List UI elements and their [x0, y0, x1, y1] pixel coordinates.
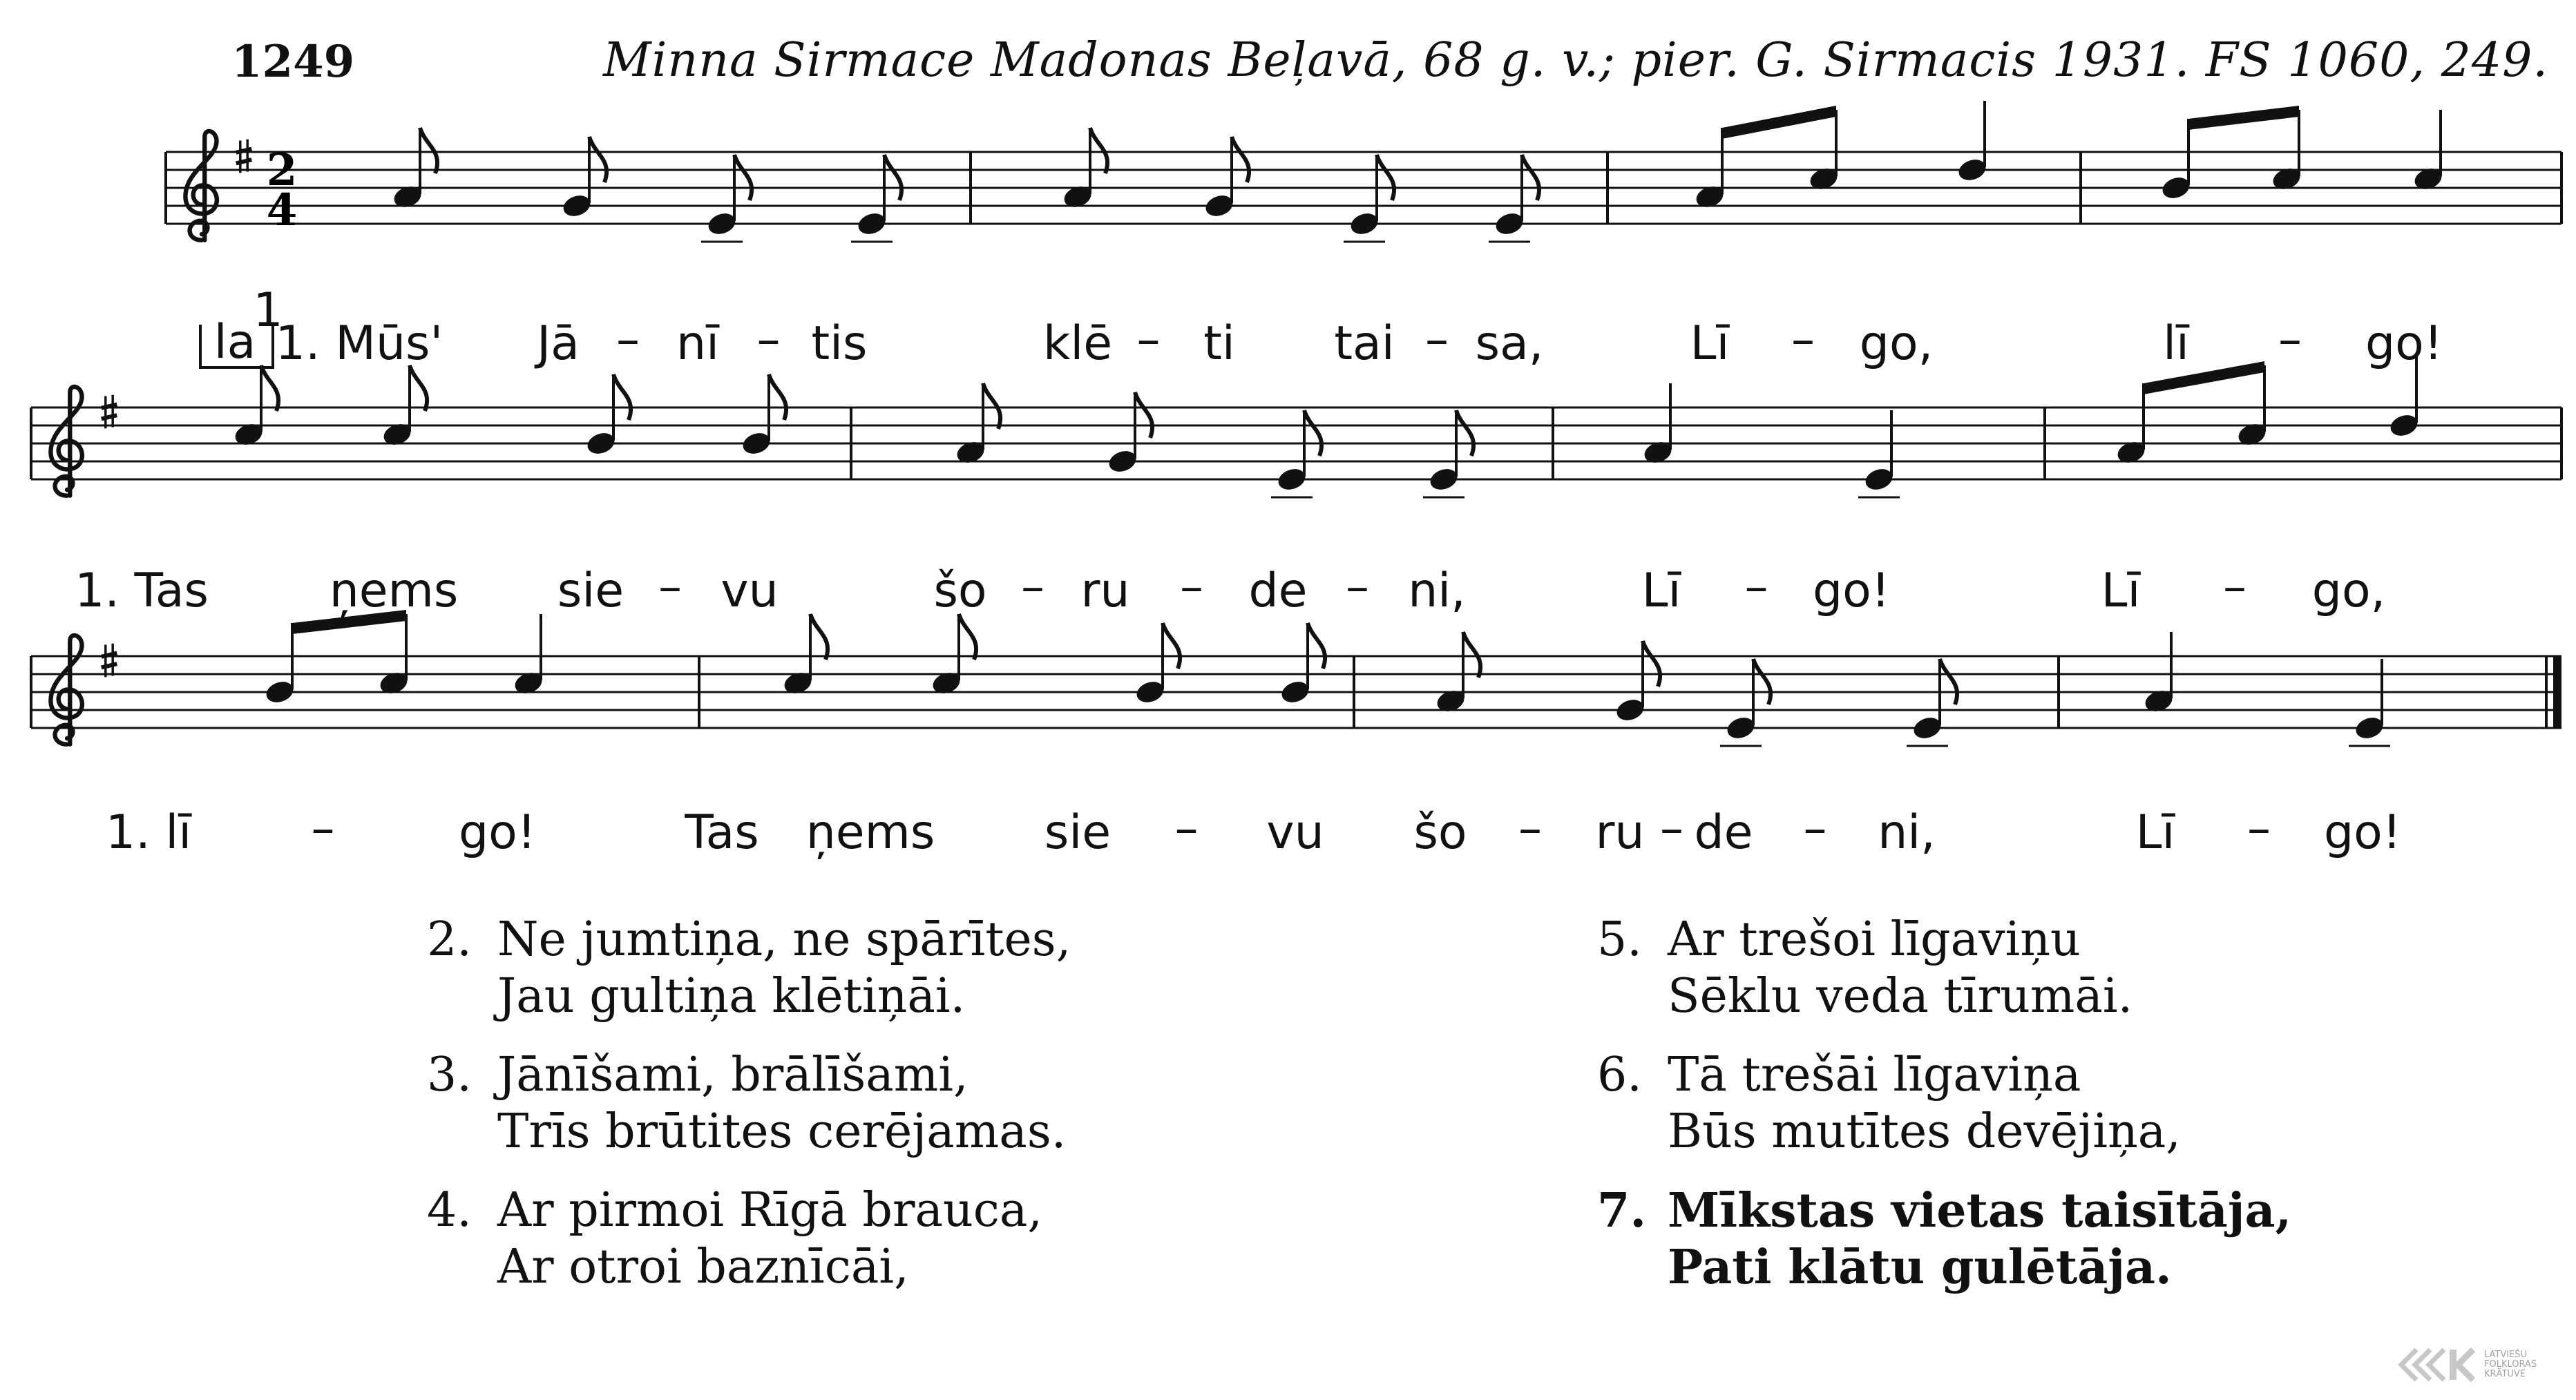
eighth-note: [1489, 155, 1539, 242]
lyric-syllable: sie: [1044, 805, 1112, 860]
lyric-syllable: tai: [1334, 316, 1395, 371]
lyric-syllable: go!: [2365, 316, 2443, 371]
lyric-hyphen: –: [311, 801, 335, 856]
lyric-syllable: sie: [557, 564, 624, 618]
lyric-hyphen: –: [1346, 559, 1369, 614]
verse-stanza: [1597, 1182, 2291, 1296]
final-barline: [2553, 656, 2561, 728]
eighth-flag: [1377, 155, 1394, 200]
verse-stanza: [1597, 1047, 2291, 1160]
verse-line: Mīkstas vietas taisītāja,: [1668, 1183, 2292, 1238]
eighth-flag: [261, 365, 278, 411]
lyric-syllable: tis: [811, 316, 868, 371]
sharp-icon: [236, 140, 252, 173]
verse-number: 2.: [427, 912, 472, 967]
verse-number: 3.: [427, 1048, 472, 1102]
lyric-syllable: go!: [1812, 564, 1891, 618]
lyric-syllable: ni,: [1408, 564, 1466, 618]
eighth-flag: [1643, 641, 1660, 687]
start-marker: [200, 283, 283, 370]
lyric-hyphen: –: [2278, 312, 2302, 367]
lyric-syllable: Lī: [2101, 564, 2141, 618]
sharp-icon: [102, 395, 117, 429]
lyric-syllable: šo: [933, 564, 987, 618]
eighth-flag: [1940, 659, 1957, 704]
time-signature-bottom: 4: [266, 184, 298, 236]
eighth-note: [1203, 137, 1249, 220]
eighth-flag: [410, 365, 427, 411]
start-marker-label: la: [213, 315, 256, 370]
verse-line: Jau gultiņa klētiņāi.: [497, 969, 966, 1024]
lyric-hyphen: –: [1744, 559, 1768, 614]
verse-line: Būs mutītes devējiņa,: [1668, 1104, 2181, 1159]
verse-line: Jānīšami, brālīšami,: [497, 1048, 969, 1102]
verse-number: 5.: [1597, 912, 1642, 967]
note-beam: [2188, 106, 2299, 130]
verse-line: Ar otroi baznīcāi,: [497, 1240, 909, 1294]
eighth-note: [701, 155, 752, 242]
eighth-flag: [1304, 410, 1322, 456]
lyric-syllable: go,: [1859, 316, 1934, 371]
start-marker-sup: 1: [253, 283, 283, 338]
lyric-syllable: nī: [676, 316, 719, 371]
eighth-note: [560, 137, 607, 220]
eighth-flag: [734, 155, 752, 200]
verse-line: Sēklu veda tīrumāi.: [1668, 969, 2133, 1024]
eighth-flag: [1522, 155, 1539, 200]
verse-number: 6.: [1597, 1048, 1642, 1102]
eighth-note: [851, 155, 901, 242]
quarter-note: [1956, 101, 1988, 184]
watermark-text: LATVIEŠU FOLKLORAS KRĀTUVE: [2484, 1350, 2537, 1379]
eighth-flag: [983, 383, 1000, 429]
eighth-flag: [810, 614, 828, 660]
lyric-syllable: go,: [2311, 564, 2386, 618]
lyric-syllable: Tas: [685, 805, 759, 860]
source-attribution: Minna Sirmace Madonas Beļavā, 68 g. v.; pier. G. Sirmacis 1931. FS 1060, 249.: [603, 33, 2548, 88]
eighth-note: [1344, 155, 1394, 242]
eighth-note: [1271, 410, 1322, 497]
eighth-flag: [1090, 128, 1107, 173]
lyric-hyphen: –: [1180, 559, 1203, 614]
eighth-flag: [420, 128, 437, 173]
lyric-hyphen: –: [1518, 801, 1542, 856]
beamed-eighth-note: [263, 623, 296, 706]
verse-line: Trīs brūtites cerējamas.: [497, 1104, 1067, 1159]
eighth-flag: [769, 374, 786, 420]
lyric-syllable: ru: [1595, 805, 1645, 860]
lyric-hyphen: –: [1425, 312, 1449, 367]
eighth-flag: [959, 614, 976, 660]
lyric-syllable: ņems: [329, 564, 459, 618]
eighth-note: [1134, 623, 1180, 706]
verse-line: Tā trešāi līgaviņa: [1668, 1048, 2081, 1102]
lyric-syllable: vu: [1266, 805, 1324, 860]
eighth-flag: [1232, 137, 1249, 182]
eighth-flag: [884, 155, 901, 200]
lyric-syllable: Lī: [1690, 316, 1730, 371]
note-beam: [2144, 361, 2264, 394]
eighth-flag: [1456, 410, 1473, 456]
lyric-hyphen: –: [616, 312, 640, 367]
verse-line: Ar pirmoi Rīgā brauca,: [497, 1183, 1043, 1238]
note-beam: [1722, 106, 1836, 139]
lyric-syllable: ti: [1203, 316, 1235, 371]
archive-watermark: [2396, 1345, 2537, 1384]
lyric-hyphen: –: [756, 312, 781, 367]
lyric-hyphen: –: [1021, 559, 1044, 614]
lyric-syllable: ņems: [805, 805, 935, 860]
eighth-note: [584, 374, 631, 457]
eighth-flag: [1135, 392, 1152, 438]
quarter-note: [2349, 659, 2390, 746]
time-signature-top: 2: [266, 144, 298, 196]
verse-stanza: [427, 1047, 1071, 1160]
lyric-hyphen: –: [1803, 801, 1827, 856]
lyric-syllable: de: [1248, 564, 1308, 618]
verse-stanza: [427, 912, 1071, 1025]
time-signature: [267, 144, 298, 236]
lyric-syllable: ru: [1080, 564, 1130, 618]
lyric-hyphen: –: [658, 559, 682, 614]
eighth-flag: [1753, 659, 1771, 704]
sharp-icon: [102, 644, 117, 678]
lyric-syllable: vu: [721, 564, 779, 618]
lyric-syllable: sa,: [1475, 316, 1544, 371]
eighth-note: [1907, 659, 1957, 746]
lyric-syllable: Lī: [1641, 564, 1681, 618]
verses-right-column: [1597, 912, 2291, 1318]
lyric-hyphen: –: [2223, 559, 2246, 614]
eighth-flag: [1308, 623, 1325, 669]
lyric-hyphen: –: [1791, 312, 1815, 367]
eighth-note: [1614, 641, 1660, 724]
lyric-syllable: 1. Tas: [75, 564, 209, 618]
lyric-syllable: Lī: [2135, 805, 2175, 860]
lyric-syllable: klē: [1042, 316, 1113, 371]
lyric-syllable: Jā: [537, 316, 580, 371]
lfk-logo-icon: [2396, 1345, 2477, 1384]
lyric-hyphen: –: [1136, 312, 1161, 367]
quarter-note: [1858, 410, 1900, 497]
lyric-syllable: lī: [2163, 316, 2189, 371]
verse-number: 7.: [1597, 1183, 1646, 1238]
verse-line: Pati klātu gulētāja.: [1668, 1240, 2172, 1295]
eighth-flag: [1463, 632, 1480, 678]
verse-number: 4.: [427, 1183, 472, 1238]
eighth-note: [1106, 392, 1152, 475]
verses-left-column: [427, 912, 1071, 1318]
beamed-eighth-note: [2159, 119, 2192, 202]
lyric-hyphen: –: [2247, 801, 2271, 856]
lyric-syllable: go!: [2323, 805, 2402, 860]
lyric-syllable: ni,: [1878, 805, 1936, 860]
eighth-note: [1279, 623, 1325, 706]
eighth-flag: [589, 137, 607, 182]
lyric-syllable: 1. Mūs': [275, 316, 443, 371]
eighth-note: [1423, 410, 1473, 497]
eighth-note: [1720, 659, 1771, 746]
lyric-syllable: 1. lī: [105, 805, 192, 860]
lyric-hyphen: –: [1174, 801, 1199, 856]
lyric-syllable: go!: [458, 805, 537, 860]
verse-line: Ar trešoi līgaviņu: [1668, 912, 2081, 967]
lyric-syllable: de: [1694, 805, 1753, 860]
eighth-flag: [613, 374, 631, 420]
eighth-note: [740, 374, 786, 457]
lyric-hyphen: –: [1660, 801, 1683, 856]
verse-stanza: [427, 1182, 1071, 1296]
lyric-syllable: šo: [1413, 805, 1467, 860]
eighth-flag: [1163, 623, 1180, 669]
verse-stanza: [1597, 912, 2291, 1025]
verse-line: Ne jumtiņa, ne spārītes,: [497, 912, 1071, 967]
song-number: 1249: [231, 36, 355, 88]
